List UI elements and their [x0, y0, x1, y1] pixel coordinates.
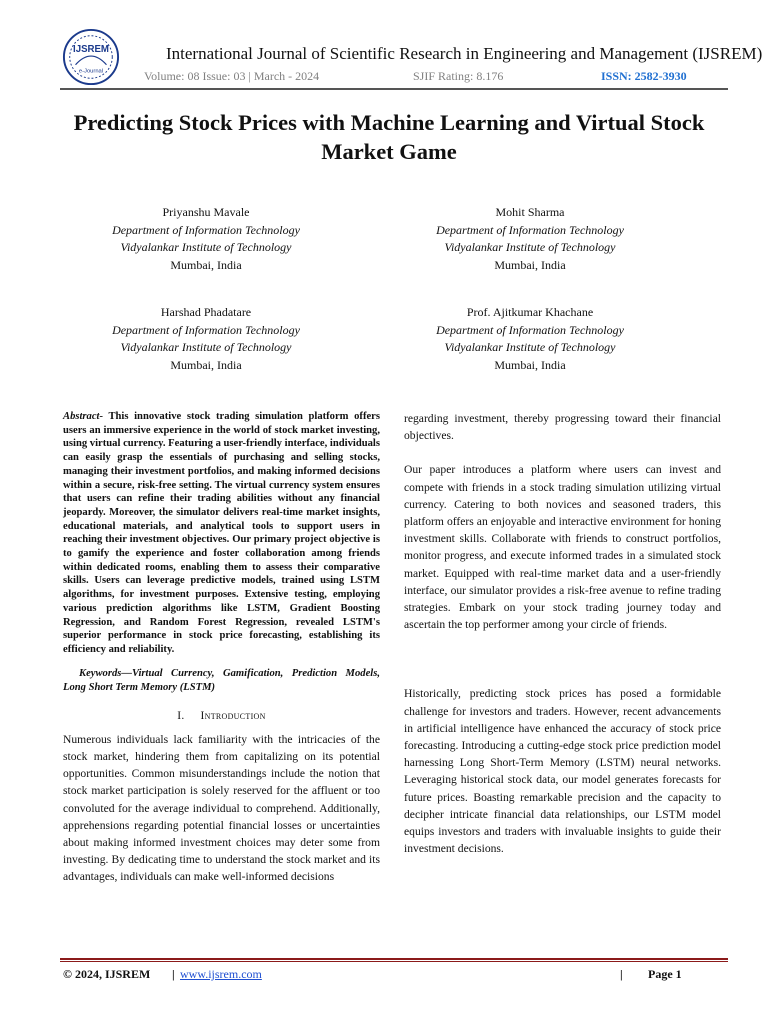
- ijsrem-logo-icon: [62, 28, 120, 86]
- author-block: [380, 204, 680, 274]
- author-location: Mumbai, India: [494, 357, 566, 372]
- right-column: [404, 410, 721, 857]
- page-number: Page 1: [648, 967, 682, 981]
- lstm-paragraph: Historically, predicting stock prices has posed a formidable challenge for investors and traders. However, recent advancements in artificial intelligence have enhanced the accuracy of stock price forecasting. Introducing a cutting-edge stock price prediction model harnessing Long Short-Term Memory (LSTM) neural networks. Leveraging historical stock data, our model generates forecasts for future prices. Boasting remarkable precision and the capacity to decipher intricate financial data relationships, our LSTM model equips investors and traders with invaluable insights to guide their investment decisions.: [404, 687, 721, 856]
- header-divider: [60, 88, 728, 90]
- author-department: Department of Information Technology: [112, 322, 300, 337]
- footer-copyright: © 2024, IJSREM: [63, 967, 151, 981]
- abstract-label: Abstract-: [63, 411, 104, 422]
- logo-text-top: IJSREM: [73, 44, 109, 56]
- footer-divider-thin: [60, 961, 728, 962]
- left-column: [63, 410, 380, 886]
- journal-header: [48, 22, 763, 92]
- intro-paragraph: Numerous individuals lack familiarity with the intricacies of the stock market, hindering them from capitalizing on its potential opportunities. Common misunderstandings include the notion that stock market participation is solely reserved for the affluent or too convoluted for the average individual to comprehend. Additionally, apprehensions regarding potential financial losses or uncertainties about making informed investment choices may deter some from investing. By dedicating time to understand the stock market and its advantages, individuals can make well-informed decisions: [63, 732, 380, 884]
- author-name: Priyanshu Mavale: [162, 205, 250, 219]
- author-name: Prof. Ajitkumar Khachane: [466, 305, 594, 319]
- issn: ISSN: 2582-3930: [601, 69, 687, 83]
- author-institute: Vidyalankar Institute of Technology: [120, 340, 292, 354]
- keywords: Keywords—Virtual Currency, Gamification, Prediction Models, Long Short Term Memory (LSTM): [63, 667, 380, 693]
- footer-website-link[interactable]: www.ijsrem.com: [180, 967, 262, 981]
- author-institute: Vidyalankar Institute of Technology: [444, 240, 616, 254]
- section-heading: [63, 708, 380, 725]
- author-location: Mumbai, India: [170, 357, 242, 372]
- author-name: Harshad Phadatare: [160, 305, 252, 319]
- author-location: Mumbai, India: [170, 257, 242, 272]
- abstract-text: This innovative stock trading simulation platform offers users an immersive experience in the world of stock market investing, using virtual currency. Featuring a user-friendly interface, individuals can easily grasp the essentials of purchasing and selling stocks, managing their investment portfolios, and making informed decisions within a secure, risk-free setting. The virtual currency system ensures that users can refine their trading abilities without any financial jeopardy. Moreover, the simulator delivers real-time market insights, educational materials, and analytical tools to support users in reaching their investment objectives. Our primary project objective is to gamify the experience and foster collaboration among friends within dedicated rooms, enabling them to assess their comparative skills. Users can leverage predictive models, trained using LSTM algorithms, for investment purposes. Extensive testing, employing various prediction algorithms like LSTM, Gradient Boosting Regression, and Random Forest Regression, revealed LSTM's superior performance in stock price forecasting, establishing its efficiency and reliability.: [63, 411, 380, 655]
- volume-issue: Volume: 08 Issue: 03 | March - 2024: [144, 69, 320, 83]
- author-institute: Vidyalankar Institute of Technology: [120, 240, 292, 254]
- author-institute: Vidyalankar Institute of Technology: [444, 340, 616, 354]
- author-department: Department of Information Technology: [112, 222, 300, 237]
- footer-divider: [60, 958, 728, 960]
- author-name: Mohit Sharma: [495, 205, 565, 219]
- author-block: [380, 304, 680, 374]
- footer-separator: |: [172, 967, 175, 981]
- logo-text-bottom: e-Journal: [78, 68, 104, 75]
- platform-paragraph: Our paper introduces a platform where users can invest and compete with friends in a stock trading simulation utilizing virtual currency. Catering to both novices and seasoned traders, this platform offers an enjoyable and interactive environment for honing investment skills. Collaborate with friends to construct portfolios, monitor progress, and execute informed trades in a simulated stock market. Equipped with real-time market data and a user-friendly interface, our simulator provides a risk-free avenue to refine trading strategies. Embark on your stock trading journey today and ascertain the top performer among your circle of friends.: [404, 463, 721, 632]
- abstract: [63, 410, 380, 657]
- paper-title: Predicting Stock Prices with Machine Learning and Virtual Stock Market Game: [73, 110, 705, 164]
- footer-separator: |: [620, 967, 623, 981]
- author-location: Mumbai, India: [494, 257, 566, 272]
- journal-title: International Journal of Scientific Research in Engineering and Management (IJSREM): [166, 44, 763, 63]
- section-number: I.: [177, 709, 185, 722]
- author-department: Department of Information Technology: [436, 322, 624, 337]
- sjif-rating: SJIF Rating: 8.176: [413, 69, 504, 83]
- intro-paragraph-continued: regarding investment, thereby progressing toward their financial objectives.: [404, 412, 721, 443]
- author-block: [56, 304, 356, 374]
- author-department: Department of Information Technology: [436, 222, 624, 237]
- author-block: [56, 204, 356, 274]
- section-title: Introduction: [200, 709, 266, 722]
